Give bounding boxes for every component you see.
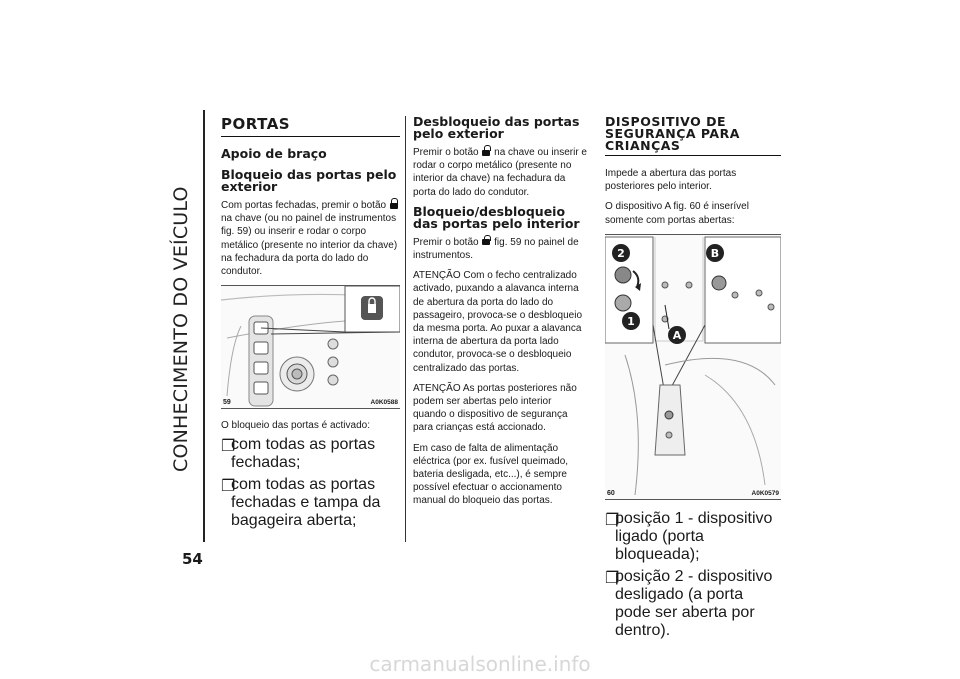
- callout-b: [706, 244, 724, 262]
- figure-code: A0K0588: [370, 399, 398, 407]
- paragraph-bloqueio-activado: O bloqueio das portas é activado:: [221, 420, 370, 432]
- callout-1: [622, 312, 640, 330]
- lock-icon: [482, 235, 490, 246]
- list-item: ❐ posição 2 - dispositivo desligado (a porta pode ser aberta por dentro).: [605, 567, 773, 639]
- page-number: 54: [182, 550, 203, 568]
- svg-text:B: B: [710, 246, 720, 260]
- svg-text:2: 2: [617, 246, 625, 260]
- subheading-bloqueio-exterior: Bloqueio das portas pelo exterior: [221, 167, 397, 194]
- column-1: [221, 116, 400, 534]
- paragraph-atencao-criancas: ATENÇÃO As portas posteriores não podem ser abertas pelo interior quando o dispositivo de segurança para crianças está accionado.: [413, 382, 577, 434]
- dashboard-lock-button-illustration: [221, 286, 400, 408]
- unlock-icon: [482, 145, 490, 156]
- callout-a: [668, 326, 686, 344]
- paragraph-desbloqueio-exterior: Premir o botão na chave ou inserir e rodar o corpo metálico (presente no interior da chave) na fechadura da porta do lado do condutor.: [413, 147, 587, 198]
- child-safety-lock-illustration: [605, 235, 781, 499]
- svg-text:1: 1: [627, 314, 635, 328]
- figure-59: [221, 285, 400, 409]
- paragraph-bloqueio-exterior: Com portas fechadas, premir o botão na chave (ou no painel de instrumentos fig. 59) ou inserir e rodar o corpo metálico (presente no interior da chave) na fechadura da porta do lado do condutor.: [221, 200, 398, 278]
- list-item: ❐ com todas as portas fechadas;: [221, 436, 376, 472]
- paragraph-dispositivo-a: O dispositivo A fig. 60 é inserível somente com portas abertas:: [605, 201, 749, 226]
- chapter-rule: [203, 110, 205, 542]
- subheading-apoio-de-braco: Apoio de braço: [221, 146, 327, 161]
- paragraph-bloqueio-interior: Premir o botão fig. 59 no painel de instrumentos.: [413, 236, 579, 262]
- figure-number: 59: [223, 399, 231, 407]
- paragraph-falta-alimentacao: Em caso de falta de alimentação eléctrica (por ex. fusível queimado, bateria desligada, etc...), é sempre possível efectuar o accionamento manual do bloqueio das portas.: [413, 442, 569, 507]
- chapter-title: CONHECIMENTO DO VEÍCULO: [170, 186, 192, 472]
- column-divider: [405, 116, 406, 542]
- figure-code: A0K0579: [751, 489, 779, 497]
- figure-60: [605, 234, 781, 500]
- checkbox-bullet-icon: ❐: [605, 569, 620, 587]
- section-heading-dispositivo: DISPOSITIVO DE SEGURANÇA PARA CRIANÇAS: [605, 116, 781, 156]
- paragraph-impede: Impede a abertura das portas posteriores pelo interior.: [605, 168, 737, 193]
- subheading-bloqueio-interior: Bloqueio/desbloqueio das portas pelo interior: [413, 203, 580, 231]
- subheading-desbloqueio-exterior: Desbloqueio das portas pelo exterior: [413, 114, 580, 141]
- callout-2: [612, 244, 630, 262]
- list-item: ❐ com todas as portas fechadas e tampa da bagageira aberta;: [221, 476, 381, 530]
- svg-text:A: A: [672, 328, 682, 342]
- checkbox-bullet-icon: ❐: [221, 438, 236, 456]
- lock-icon: [390, 198, 398, 209]
- section-heading-portas: PORTAS: [221, 116, 400, 137]
- checkbox-bullet-icon: ❐: [221, 478, 236, 496]
- watermark: carmanualsonline.info: [369, 652, 591, 676]
- figure-number: 60: [607, 489, 615, 497]
- checkbox-bullet-icon: ❐: [605, 511, 620, 529]
- list-item: ❐ posição 1 - dispositivo ligado (porta bloqueada);: [605, 509, 773, 563]
- column-3: [605, 116, 781, 644]
- paragraph-atencao-fecho: ATENÇÃO Com o fecho centralizado activado, puxando a alavanca interna de abertura da porta do lado do passageiro, provoca-se o desbloqueio da mesma porta. Ao puxar a alavanca interna de abertura da porta lado condutor, provoca-se o desbloqueio centralizado das portas.: [413, 270, 582, 374]
- column-2: [413, 116, 587, 515]
